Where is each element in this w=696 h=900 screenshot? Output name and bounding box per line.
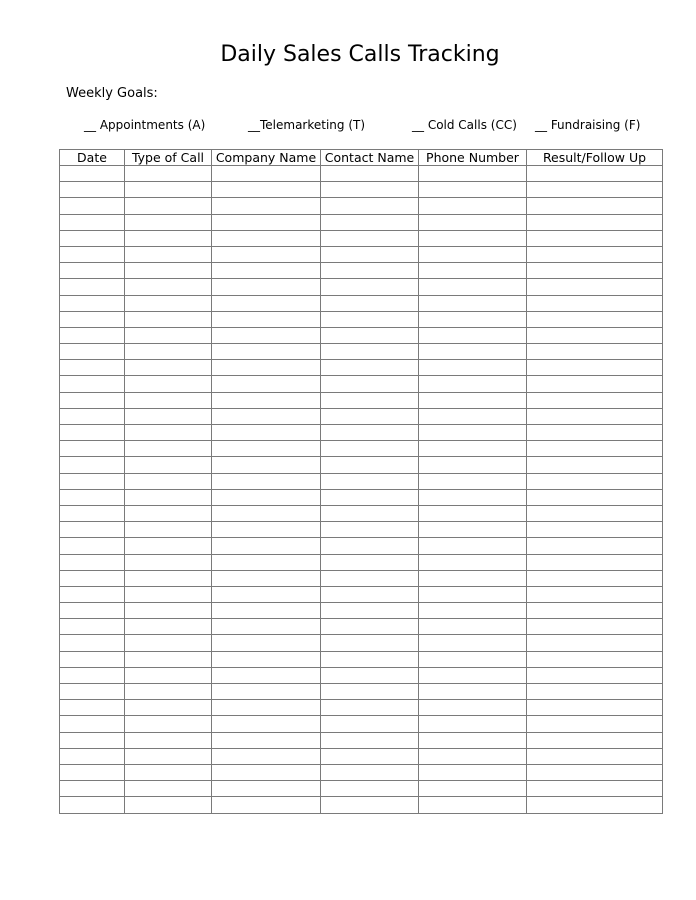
table-cell — [125, 619, 212, 635]
table-cell — [527, 554, 663, 570]
table-cell — [321, 781, 419, 797]
table-cell — [527, 667, 663, 683]
table-cell — [419, 295, 527, 311]
table-cell — [60, 781, 125, 797]
table-cell — [419, 457, 527, 473]
table-cell — [212, 603, 321, 619]
table-cell — [60, 732, 125, 748]
table-cell — [527, 651, 663, 667]
table-cell — [212, 651, 321, 667]
table-cell — [60, 651, 125, 667]
table-cell — [125, 198, 212, 214]
table-cell — [125, 473, 212, 489]
table-cell — [212, 182, 321, 198]
table-cell — [321, 732, 419, 748]
table-cell — [527, 586, 663, 602]
table-row — [60, 667, 663, 683]
table-cell — [212, 376, 321, 392]
table-cell — [212, 246, 321, 262]
table-row — [60, 214, 663, 230]
table-cell — [321, 392, 419, 408]
table-cell — [527, 425, 663, 441]
table-cell — [125, 214, 212, 230]
table-row — [60, 376, 663, 392]
table-cell — [212, 554, 321, 570]
table-cell — [527, 603, 663, 619]
table-cell — [125, 586, 212, 602]
table-cell — [125, 700, 212, 716]
table-cell — [212, 425, 321, 441]
table-cell — [527, 441, 663, 457]
table-cell — [60, 182, 125, 198]
table-cell — [212, 732, 321, 748]
table-cell — [527, 505, 663, 521]
table-cell — [125, 748, 212, 764]
table-cell — [321, 376, 419, 392]
table-cell — [321, 263, 419, 279]
table-cell — [419, 246, 527, 262]
table-cell — [125, 684, 212, 700]
table-row — [60, 489, 663, 505]
table-cell — [527, 327, 663, 343]
table-cell — [527, 732, 663, 748]
table-cell — [527, 279, 663, 295]
table-cell — [419, 214, 527, 230]
table-cell — [60, 166, 125, 182]
table-cell — [125, 554, 212, 570]
column-header-company-name: Company Name — [212, 150, 321, 166]
table-row — [60, 295, 663, 311]
table-cell — [212, 700, 321, 716]
table-cell — [527, 295, 663, 311]
table-cell — [60, 764, 125, 780]
table-cell — [321, 408, 419, 424]
table-cell — [527, 311, 663, 327]
table-cell — [125, 295, 212, 311]
table-cell — [527, 344, 663, 360]
table-row — [60, 554, 663, 570]
table-cell — [419, 554, 527, 570]
table-cell — [125, 279, 212, 295]
table-cell — [419, 441, 527, 457]
table-cell — [419, 489, 527, 505]
table-cell — [321, 425, 419, 441]
table-cell — [212, 408, 321, 424]
table-cell — [321, 716, 419, 732]
table-cell — [125, 360, 212, 376]
table-row — [60, 505, 663, 521]
table-cell — [527, 166, 663, 182]
table-cell — [419, 570, 527, 586]
table-cell — [321, 797, 419, 813]
table-row — [60, 700, 663, 716]
table-cell — [212, 457, 321, 473]
table-cell — [125, 457, 212, 473]
table-row — [60, 327, 663, 343]
table-row — [60, 732, 663, 748]
table-cell — [212, 538, 321, 554]
table-cell — [527, 392, 663, 408]
table-cell — [321, 198, 419, 214]
table-cell — [125, 651, 212, 667]
table-cell — [419, 182, 527, 198]
table-cell — [527, 764, 663, 780]
table-cell — [212, 344, 321, 360]
table-row — [60, 651, 663, 667]
table-cell — [212, 198, 321, 214]
table-cell — [527, 198, 663, 214]
table-cell — [419, 360, 527, 376]
table-cell — [125, 716, 212, 732]
table-cell — [321, 295, 419, 311]
table-cell — [212, 619, 321, 635]
table-cell — [60, 327, 125, 343]
table-cell — [125, 327, 212, 343]
table-cell — [125, 538, 212, 554]
table-cell — [419, 327, 527, 343]
table-cell — [60, 344, 125, 360]
table-row — [60, 425, 663, 441]
table-cell — [321, 667, 419, 683]
table-row — [60, 198, 663, 214]
table-cell — [60, 392, 125, 408]
table-cell — [321, 473, 419, 489]
goal-telemarketing: __Telemarketing (T) — [248, 118, 366, 132]
table-cell — [212, 505, 321, 521]
table-cell — [60, 619, 125, 635]
table-cell — [527, 246, 663, 262]
table-row — [60, 797, 663, 813]
table-cell — [527, 684, 663, 700]
table-cell — [527, 700, 663, 716]
table-cell — [60, 230, 125, 246]
table-cell — [321, 457, 419, 473]
table-cell — [527, 522, 663, 538]
table-cell — [527, 619, 663, 635]
table-cell — [527, 781, 663, 797]
table-row — [60, 360, 663, 376]
table-cell — [60, 667, 125, 683]
table-row — [60, 166, 663, 182]
table-cell — [212, 522, 321, 538]
table-row — [60, 764, 663, 780]
table-row — [60, 441, 663, 457]
table-cell — [419, 344, 527, 360]
table-row — [60, 570, 663, 586]
table-cell — [527, 489, 663, 505]
table-cell — [125, 797, 212, 813]
column-header-contact-name: Contact Name — [321, 150, 419, 166]
table-row — [60, 538, 663, 554]
table-cell — [419, 376, 527, 392]
table-row — [60, 603, 663, 619]
table-cell — [212, 327, 321, 343]
table-cell — [125, 230, 212, 246]
weekly-goals-label: Weekly Goals: — [66, 86, 158, 101]
table-row — [60, 586, 663, 602]
table-cell — [125, 489, 212, 505]
table-cell — [321, 538, 419, 554]
table-cell — [60, 311, 125, 327]
table-cell — [60, 684, 125, 700]
table-cell — [212, 764, 321, 780]
column-header-phone-number: Phone Number — [419, 150, 527, 166]
table-cell — [419, 311, 527, 327]
table-cell — [527, 716, 663, 732]
table-cell — [321, 441, 419, 457]
table-cell — [60, 797, 125, 813]
table-cell — [125, 781, 212, 797]
goal-cold-calls: __ Cold Calls (CC) — [412, 118, 517, 132]
table-cell — [60, 425, 125, 441]
table-cell — [60, 489, 125, 505]
table-cell — [321, 603, 419, 619]
table-cell — [212, 716, 321, 732]
table-cell — [125, 246, 212, 262]
table-cell — [212, 392, 321, 408]
table-row — [60, 716, 663, 732]
table-cell — [60, 522, 125, 538]
table-cell — [60, 295, 125, 311]
table-cell — [212, 586, 321, 602]
table-cell — [60, 748, 125, 764]
table-cell — [527, 376, 663, 392]
table-cell — [419, 797, 527, 813]
table-cell — [60, 441, 125, 457]
table-cell — [419, 764, 527, 780]
table-cell — [212, 311, 321, 327]
table-cell — [527, 214, 663, 230]
table-cell — [321, 182, 419, 198]
table-cell — [527, 182, 663, 198]
table-cell — [60, 198, 125, 214]
table-cell — [60, 279, 125, 295]
table-cell — [419, 716, 527, 732]
table-cell — [419, 263, 527, 279]
table-cell — [125, 732, 212, 748]
table-cell — [527, 408, 663, 424]
table-cell — [321, 651, 419, 667]
table-cell — [321, 684, 419, 700]
table-cell — [419, 603, 527, 619]
table-cell — [321, 570, 419, 586]
table-cell — [321, 246, 419, 262]
table-cell — [60, 538, 125, 554]
table-cell — [60, 570, 125, 586]
table-cell — [419, 166, 527, 182]
table-row — [60, 311, 663, 327]
table-cell — [321, 214, 419, 230]
table-cell — [212, 230, 321, 246]
table-cell — [125, 505, 212, 521]
table-cell — [212, 360, 321, 376]
table-row — [60, 684, 663, 700]
table-cell — [125, 764, 212, 780]
column-header-type-of-call: Type of Call — [125, 150, 212, 166]
table-cell — [125, 263, 212, 279]
table-cell — [212, 748, 321, 764]
goal-appointments: __ Appointments (A) — [84, 118, 206, 132]
table-cell — [321, 554, 419, 570]
table-cell — [321, 505, 419, 521]
table-cell — [321, 327, 419, 343]
table-row — [60, 781, 663, 797]
table-row — [60, 522, 663, 538]
table-row — [60, 230, 663, 246]
table-cell — [60, 473, 125, 489]
table-cell — [212, 684, 321, 700]
table-cell — [125, 425, 212, 441]
table-cell — [60, 360, 125, 376]
table-cell — [419, 538, 527, 554]
table-cell — [419, 230, 527, 246]
table-cell — [60, 716, 125, 732]
table-cell — [125, 182, 212, 198]
table-row — [60, 392, 663, 408]
table-cell — [321, 764, 419, 780]
table-cell — [60, 586, 125, 602]
table-row — [60, 263, 663, 279]
table-cell — [212, 214, 321, 230]
table-cell — [321, 279, 419, 295]
table-row — [60, 619, 663, 635]
table-row — [60, 635, 663, 651]
table-cell — [419, 522, 527, 538]
table-row — [60, 279, 663, 295]
table-cell — [419, 408, 527, 424]
table-cell — [125, 522, 212, 538]
table-cell — [419, 635, 527, 651]
table-cell — [321, 489, 419, 505]
table-header-row — [60, 150, 663, 166]
table-cell — [212, 489, 321, 505]
table-cell — [60, 635, 125, 651]
table-cell — [125, 344, 212, 360]
table-cell — [60, 246, 125, 262]
table-cell — [419, 619, 527, 635]
table-cell — [125, 166, 212, 182]
table-cell — [419, 732, 527, 748]
table-cell — [419, 781, 527, 797]
page-title: Daily Sales Calls Tracking — [220, 42, 500, 67]
table-cell — [321, 311, 419, 327]
table-cell — [419, 748, 527, 764]
table-cell — [212, 279, 321, 295]
table-cell — [60, 457, 125, 473]
table-cell — [527, 797, 663, 813]
table-cell — [527, 360, 663, 376]
goal-fundraising: __ Fundraising (F) — [535, 118, 641, 132]
table-row — [60, 408, 663, 424]
table-cell — [321, 586, 419, 602]
table-row — [60, 473, 663, 489]
table-cell — [321, 344, 419, 360]
table-cell — [321, 635, 419, 651]
table-cell — [212, 263, 321, 279]
table-cell — [60, 263, 125, 279]
table-cell — [212, 797, 321, 813]
table-cell — [60, 408, 125, 424]
column-header-result-follow-up: Result/Follow Up — [527, 150, 663, 166]
table-cell — [527, 538, 663, 554]
table-cell — [60, 505, 125, 521]
table-cell — [419, 505, 527, 521]
table-cell — [419, 392, 527, 408]
table-cell — [527, 570, 663, 586]
table-cell — [527, 635, 663, 651]
table-row — [60, 748, 663, 764]
table-cell — [419, 586, 527, 602]
table-cell — [321, 700, 419, 716]
table-cell — [527, 748, 663, 764]
table-cell — [321, 748, 419, 764]
table-cell — [125, 635, 212, 651]
table-cell — [212, 781, 321, 797]
table-cell — [212, 473, 321, 489]
table-cell — [321, 522, 419, 538]
table-cell — [527, 230, 663, 246]
table-cell — [125, 311, 212, 327]
table-cell — [125, 408, 212, 424]
table-cell — [321, 619, 419, 635]
table-cell — [60, 554, 125, 570]
table-cell — [60, 700, 125, 716]
table-cell — [125, 570, 212, 586]
column-header-date: Date — [60, 150, 125, 166]
table-cell — [321, 360, 419, 376]
table-cell — [321, 166, 419, 182]
table-cell — [60, 214, 125, 230]
sales-calls-table — [59, 149, 663, 814]
table-cell — [212, 166, 321, 182]
table-cell — [527, 473, 663, 489]
table-cell — [527, 457, 663, 473]
table-row — [60, 344, 663, 360]
table-cell — [212, 441, 321, 457]
table-row — [60, 457, 663, 473]
table-cell — [419, 667, 527, 683]
table-cell — [527, 263, 663, 279]
table-cell — [321, 230, 419, 246]
table-cell — [419, 425, 527, 441]
table-row — [60, 182, 663, 198]
table-row — [60, 246, 663, 262]
table-cell — [212, 667, 321, 683]
table-cell — [125, 376, 212, 392]
table-cell — [212, 635, 321, 651]
table-cell — [212, 570, 321, 586]
table-cell — [212, 295, 321, 311]
table-cell — [419, 684, 527, 700]
table-cell — [125, 603, 212, 619]
table-cell — [125, 392, 212, 408]
table-cell — [125, 667, 212, 683]
table-cell — [419, 473, 527, 489]
table-body — [60, 166, 663, 814]
table-cell — [419, 651, 527, 667]
table-cell — [125, 441, 212, 457]
table-cell — [60, 603, 125, 619]
table-cell — [419, 279, 527, 295]
table-cell — [419, 198, 527, 214]
table-cell — [60, 376, 125, 392]
table-cell — [419, 700, 527, 716]
